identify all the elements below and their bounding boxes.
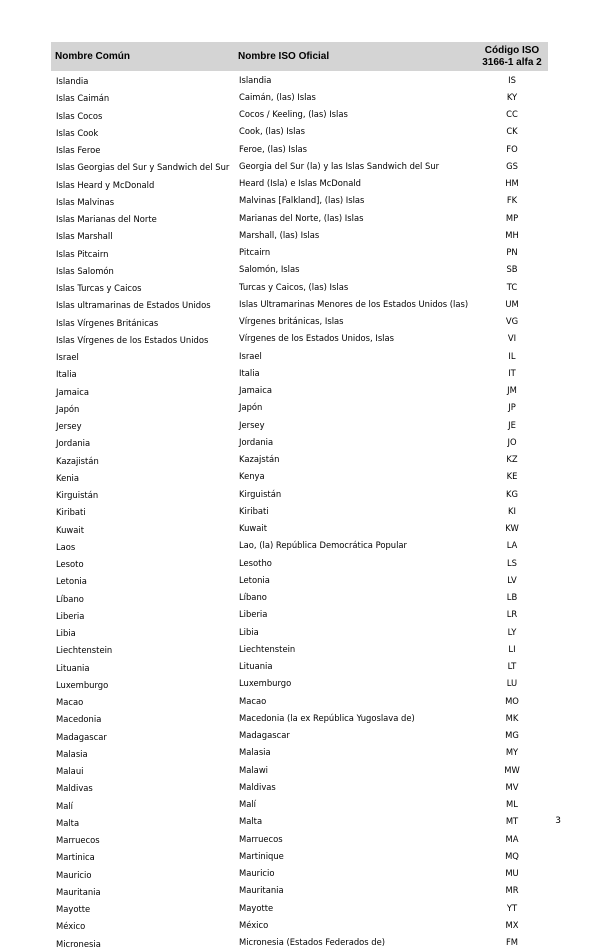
- cell-iso-code: JO: [507, 436, 517, 447]
- cell-common-name: Mauritania: [56, 886, 101, 897]
- table-row: [51, 778, 548, 795]
- cell-official-name: Letonia: [239, 574, 270, 585]
- cell-official-name: Turcas y Caicos, (las) Islas: [239, 281, 349, 292]
- cell-iso-code: IL: [508, 350, 516, 361]
- cell-official-name: Kuwait: [239, 523, 267, 534]
- cell-official-name: Heard (Isla) e Islas McDonald: [239, 178, 361, 189]
- cell-iso-code: HM: [505, 178, 519, 189]
- cell-official-name: Macao: [239, 695, 267, 706]
- table-row: [51, 623, 548, 640]
- table-row: [51, 813, 548, 830]
- table-row: [51, 934, 548, 951]
- table-row: [51, 209, 548, 226]
- cell-iso-code: UM: [505, 298, 519, 309]
- table-row: [51, 313, 548, 330]
- table-row: [51, 692, 548, 709]
- cell-iso-code: LT: [507, 661, 517, 672]
- table-row: [51, 433, 548, 450]
- cell-iso-code: SB: [506, 264, 518, 275]
- table-header-row: [51, 42, 548, 71]
- cell-iso-code: ML: [506, 799, 518, 810]
- cell-common-name: Islas Salomón: [56, 265, 114, 276]
- cell-iso-code: MK: [505, 712, 519, 723]
- cell-official-name: Mayotte: [239, 902, 274, 913]
- cell-common-name: Kuwait: [56, 524, 84, 535]
- table-row: [51, 88, 548, 105]
- cell-common-name: Luxemburgo: [56, 679, 109, 690]
- cell-iso-code: MY: [505, 747, 519, 758]
- cell-iso-code: YT: [506, 902, 518, 913]
- cell-iso-code: MU: [505, 868, 519, 879]
- cell-common-name: Madagascar: [56, 731, 107, 742]
- table-row: [51, 399, 548, 416]
- cell-official-name: Vírgenes de los Estados Unidos, Islas: [239, 333, 394, 344]
- cell-official-name: Libia: [239, 626, 259, 637]
- cell-common-name: Malta: [56, 817, 80, 828]
- cell-common-name: Jordania: [56, 438, 91, 449]
- table-row: [51, 278, 548, 295]
- cell-iso-code: MO: [505, 695, 519, 706]
- cell-common-name: Islas Heard y McDonald: [56, 179, 155, 190]
- cell-common-name: Letonia: [56, 576, 87, 587]
- cell-common-name: Kenia: [56, 472, 79, 483]
- cell-common-name: Kiribati: [56, 507, 86, 518]
- cell-iso-code: IT: [508, 367, 516, 378]
- cell-official-name: Lao, (la) República Democrática Popular: [239, 540, 407, 551]
- cell-iso-code: MQ: [505, 850, 519, 861]
- cell-official-name: Malasia: [239, 747, 271, 758]
- cell-official-name: Jordania: [239, 436, 274, 447]
- cell-iso-code: IS: [508, 74, 516, 85]
- table-row: [51, 502, 548, 519]
- table-row: [51, 606, 548, 623]
- table-row: [51, 554, 548, 571]
- cell-common-name: Kirguistán: [56, 490, 99, 501]
- cell-common-name: Jamaica: [56, 386, 89, 397]
- table-row: [51, 468, 548, 485]
- cell-common-name: Islas Georgias del Sur y Sandwich del Sur: [56, 162, 230, 173]
- cell-official-name: Mauricio: [239, 868, 275, 879]
- cell-common-name: Mauricio: [56, 869, 92, 880]
- table-row: [51, 916, 548, 933]
- table-row: [51, 106, 548, 123]
- cell-common-name: Liechtenstein: [56, 645, 113, 656]
- table-row: [51, 192, 548, 209]
- cell-iso-code: LB: [506, 592, 518, 603]
- cell-iso-code: MT: [505, 816, 519, 827]
- cell-official-name: Vírgenes británicas, Islas: [239, 316, 344, 327]
- cell-official-name: Caimán, (las) Islas: [239, 91, 316, 102]
- cell-official-name: Kirguistán: [239, 488, 282, 499]
- table-row: [51, 451, 548, 468]
- cell-iso-code: FK: [506, 195, 518, 206]
- cell-iso-code: VG: [505, 316, 519, 327]
- cell-official-name: Marshall, (las) Islas: [239, 229, 320, 240]
- cell-official-name: Islandia: [239, 74, 272, 85]
- cell-common-name: Islas Cocos: [56, 110, 103, 121]
- table-row: [51, 709, 548, 726]
- table-row: [51, 589, 548, 606]
- table-row: [51, 865, 548, 882]
- cell-official-name: Pitcairn: [239, 247, 271, 258]
- cell-common-name: Liberia: [56, 610, 85, 621]
- table-row: [51, 899, 548, 916]
- cell-iso-code: FM: [505, 937, 519, 948]
- cell-official-name: Jamaica: [239, 385, 272, 396]
- header-official-name: Nombre ISO Oficial: [234, 42, 476, 71]
- cell-common-name: Lituania: [56, 662, 90, 673]
- cell-iso-code: MH: [505, 229, 519, 240]
- cell-iso-code: LU: [506, 678, 518, 689]
- header-common-name: Nombre Común: [51, 42, 234, 71]
- cell-common-name: Islas Vírgenes Británicas: [56, 317, 159, 328]
- cell-official-name: Feroe, (las) Islas: [239, 143, 308, 154]
- page-number: 3: [555, 816, 561, 826]
- table-row: [51, 520, 548, 537]
- table-row: [51, 295, 548, 312]
- cell-common-name: Islas Marianas del Norte: [56, 214, 157, 225]
- cell-iso-code: CK: [506, 126, 518, 137]
- cell-iso-code: LA: [506, 540, 518, 551]
- cell-common-name: Micronesia: [56, 938, 101, 949]
- cell-official-name: Islas Ultramarinas Menores de los Estados Unidos (las): [239, 298, 469, 309]
- cell-common-name: Islandia: [56, 76, 89, 87]
- table-row: [51, 123, 548, 140]
- table-row: [51, 571, 548, 588]
- cell-official-name: Kazajstán: [239, 454, 280, 465]
- cell-official-name: Malta: [239, 816, 263, 827]
- table-row: [51, 416, 548, 433]
- cell-official-name: Israel: [239, 350, 262, 361]
- table-row: [51, 226, 548, 243]
- cell-iso-code: KE: [506, 471, 518, 482]
- cell-official-name: Italia: [239, 367, 260, 378]
- country-codes-table: [51, 42, 548, 951]
- cell-common-name: Japón: [56, 403, 80, 414]
- cell-common-name: Italia: [56, 369, 77, 380]
- table-row: [51, 330, 548, 347]
- cell-official-name: México: [239, 919, 269, 930]
- table-row: [51, 882, 548, 899]
- cell-official-name: Marianas del Norte, (las) Islas: [239, 212, 364, 223]
- cell-iso-code: GS: [506, 160, 518, 171]
- cell-common-name: Lesoto: [56, 559, 84, 570]
- cell-official-name: Liechtenstein: [239, 643, 296, 654]
- cell-official-name: Martinique: [239, 850, 284, 861]
- table-row: [51, 175, 548, 192]
- cell-common-name: Marruecos: [56, 835, 100, 846]
- table-row: [51, 364, 548, 381]
- cell-official-name: Cocos / Keeling, (las) Islas: [239, 109, 348, 120]
- cell-common-name: Malí: [56, 800, 74, 811]
- table-row: [51, 727, 548, 744]
- cell-iso-code: LV: [507, 574, 517, 585]
- cell-common-name: Islas Vírgenes de los Estados Unidos: [56, 334, 209, 345]
- table-row: [51, 675, 548, 692]
- cell-iso-code: MP: [505, 212, 519, 223]
- cell-official-name: Kiribati: [239, 505, 269, 516]
- cell-common-name: Malaui: [56, 766, 84, 777]
- cell-official-name: Georgia del Sur (la) y las Islas Sandwich del Sur: [239, 160, 440, 171]
- table-row: [51, 761, 548, 778]
- table-row: [51, 244, 548, 261]
- cell-iso-code: KY: [506, 91, 518, 102]
- cell-official-name: Malvinas [Falkland], (las) Islas: [239, 195, 365, 206]
- cell-iso-code: MX: [505, 919, 519, 930]
- cell-official-name: Líbano: [239, 592, 267, 603]
- header-iso-code: [476, 42, 548, 71]
- cell-official-name: Malawi: [239, 764, 268, 775]
- cell-common-name: Mayotte: [56, 904, 91, 915]
- cell-iso-code: MW: [504, 764, 520, 775]
- header-iso-code-line1: Código ISO: [484, 44, 540, 56]
- cell-iso-code: MA: [505, 833, 519, 844]
- header-iso-code-line2: 3166-1 alfa 2: [482, 56, 542, 68]
- cell-iso-code: MR: [505, 885, 519, 896]
- cell-iso-code: LY: [507, 626, 517, 637]
- cell-common-name: Islas Caimán: [56, 93, 110, 104]
- cell-iso-code: KG: [506, 488, 518, 499]
- cell-official-name: Japón: [239, 402, 263, 413]
- cell-iso-code: MV: [505, 781, 519, 792]
- cell-common-name: Libia: [56, 628, 76, 639]
- table-row: [51, 640, 548, 657]
- table-row: [51, 140, 548, 157]
- cell-iso-code: FO: [506, 143, 518, 154]
- cell-iso-code: JM: [507, 385, 517, 396]
- cell-common-name: Jersey: [56, 421, 82, 432]
- table-row: [51, 830, 548, 847]
- cell-common-name: Islas Pitcairn: [56, 248, 109, 259]
- cell-common-name: Laos: [56, 541, 76, 552]
- cell-iso-code: CC: [506, 109, 518, 120]
- cell-official-name: Micronesia (Estados Federados de): [239, 937, 386, 948]
- cell-official-name: Macedonia (la ex República Yugoslava de): [239, 712, 415, 723]
- cell-official-name: Maldivas: [239, 781, 276, 792]
- cell-common-name: Macao: [56, 697, 84, 708]
- cell-common-name: Kazajistán: [56, 455, 99, 466]
- table-row: [51, 382, 548, 399]
- cell-official-name: Madagascar: [239, 730, 290, 741]
- table-row: [51, 485, 548, 502]
- table-row: [51, 744, 548, 761]
- cell-common-name: Martinica: [56, 852, 95, 863]
- cell-common-name: Islas Cook: [56, 127, 99, 138]
- cell-common-name: Islas ultramarinas de Estados Unidos: [56, 300, 211, 311]
- cell-iso-code: LI: [508, 643, 516, 654]
- cell-iso-code: KI: [508, 505, 516, 516]
- cell-iso-code: PN: [506, 247, 518, 258]
- cell-common-name: Islas Turcas y Caicos: [56, 283, 142, 294]
- cell-official-name: Cook, (las) Islas: [239, 126, 305, 137]
- cell-official-name: Malí: [239, 799, 257, 810]
- cell-iso-code: LS: [507, 557, 517, 568]
- table-row: [51, 537, 548, 554]
- cell-official-name: Salomón, Islas: [239, 264, 300, 275]
- table-row: [51, 347, 548, 364]
- cell-common-name: Líbano: [56, 593, 84, 604]
- cell-iso-code: KW: [505, 523, 519, 534]
- table-row: [51, 658, 548, 675]
- cell-common-name: Islas Feroe: [56, 145, 101, 156]
- cell-common-name: Israel: [56, 352, 79, 363]
- cell-official-name: Luxemburgo: [239, 678, 292, 689]
- cell-official-name: Kenya: [239, 471, 265, 482]
- cell-official-name: Lesotho: [239, 557, 272, 568]
- cell-common-name: Macedonia: [56, 714, 102, 725]
- cell-iso-code: MG: [505, 730, 519, 741]
- cell-official-name: Jersey: [239, 419, 265, 430]
- cell-iso-code: LR: [506, 609, 518, 620]
- cell-iso-code: VI: [507, 333, 517, 344]
- table-row: [51, 796, 548, 813]
- cell-official-name: Lituania: [239, 661, 273, 672]
- cell-iso-code: TC: [506, 281, 518, 292]
- cell-iso-code: JP: [508, 402, 516, 413]
- cell-official-name: Liberia: [239, 609, 268, 620]
- cell-common-name: Islas Marshall: [56, 231, 113, 242]
- table-row: [51, 847, 548, 864]
- cell-official-name: Marruecos: [239, 833, 283, 844]
- table-row: [51, 261, 548, 278]
- cell-official-name: Mauritania: [239, 885, 284, 896]
- cell-common-name: Maldivas: [56, 783, 93, 794]
- table-row: [51, 71, 548, 88]
- cell-common-name: México: [56, 921, 86, 932]
- cell-common-name: Islas Malvinas: [56, 196, 115, 207]
- cell-iso-code: KZ: [506, 454, 518, 465]
- table-body: [51, 71, 548, 951]
- table-row: [51, 157, 548, 174]
- cell-iso-code: JE: [508, 419, 516, 430]
- cell-common-name: Malasia: [56, 748, 88, 759]
